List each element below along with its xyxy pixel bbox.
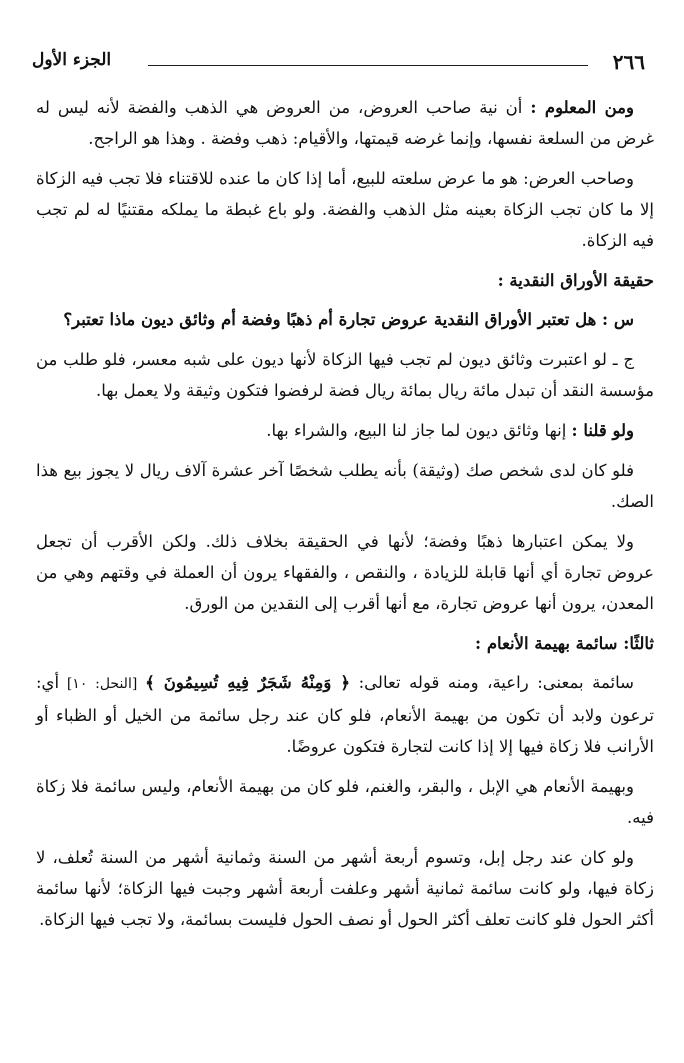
header-rule [148, 65, 588, 66]
part-title: الجزء الأول [32, 50, 112, 70]
paragraph-goods-owner [36, 163, 654, 256]
quran-verse: ﴿ وَمِنْهُ شَجَرٌ فِيهِ تُسِيمُونَ ﴾ [145, 673, 351, 692]
paragraph-text: أن نية صاحب العروض، من العروض هي الذهب والفضة لأنه ليس له غرض من السلعة نفسها، وإنما غرضه قيمتها، والأقيام: ذهب وفضة . وهذا هو الراجح. [36, 98, 654, 148]
paragraph-text: أي: ترعون ولابد أن تكون من بهيمة الأنعام، فلو كان عند رجل سائمة من الخيل أو الظباء أو الأرانب فلا زكاة فيها إلا إذا كانت لتجارة فتكون عروضًا. [36, 673, 654, 756]
paragraph-check: فلو كان لدى شخص صك (وثيقة) بأنه يطلب شخصًا آخر عشرة آلاف ريال لا يجوز بيع هذا الصك. [36, 461, 654, 511]
section-heading-paper-money: حقيقة الأوراق النقدية : [497, 271, 654, 290]
paragraph-text: إنها وثائق ديون لما جاز لنا البيع، والشراء بها. [266, 421, 572, 440]
lead-phrase: ومن المعلوم : [530, 98, 634, 117]
paragraph-text: سائمة بمعنى: راعية، ومنه قوله تعالى: [350, 673, 634, 692]
paragraph-if-said [36, 415, 654, 446]
paragraph-text: وصاحب العرض: هو ما عرض سلعته للبيع، أما إذا كان ما عنده للاقتناء فلا تجب فيه الزكاة إلا ما كان تجب الزكاة بعينه مثل الذهب والفضة. ولو باع غبطة ما يملكه مقتنيًا له لم تجب فيه الزكاة. [36, 169, 654, 250]
page-number: ٢٦٦ [612, 50, 645, 74]
paragraph-saima [36, 667, 654, 762]
verse-citation: [النحل: ١٠] [59, 676, 146, 692]
paragraph-final: ولو كان عند رجل إبل، وتسوم أربعة أشهر من السنة وثمانية أشهر من السنة تُعلف، لا زكاة فيها، ولو كانت سائمة ثمانية أشهر وعلفت أربعة أشهر وجبت فيها الزكاة؛ لأنها سائمة أكثر الحول فلو كانت تعلف أكثر الحول أو نصف الحول فليست بسائمة، ولا تجب فيها الزكاة. [36, 848, 654, 929]
page-header [30, 50, 650, 78]
page-body [36, 92, 654, 944]
lead-phrase: ولو قلنا : [571, 421, 634, 440]
paragraph-paper-money: ولا يمكن اعتبارها ذهبًا وفضة؛ لأنها في الحقيقة بخلاف ذلك. ولكن الأقرب أن تجعل عروض تجارة أي أنها قابلة للزيادة ، والنقص ، والفقهاء يرون أن العملة في وقتهم وهي من المعدن، يرون أنها عروض تجارة، مع أنها أقرب إلى النقدين من الورق. [36, 532, 654, 613]
paragraph-known [36, 92, 654, 154]
section-heading-livestock: ثالثًا: سائمة بهيمة الأنعام : [475, 634, 654, 653]
paragraph-livestock: وبهيمة الأنعام هي الإبل ، والبقر، والغنم، فلو كان من بهيمة الأنعام، وليس سائمة فلا زكاة فيه. [36, 777, 654, 827]
question-paragraph: س : هل تعتبر الأوراق النقدية عروض تجارة أم ذهبًا وفضة أم وثائق ديون ماذا تعتبر؟ [63, 310, 634, 329]
answer-paragraph: ج ـ لو اعتبرت وثائق ديون لم تجب فيها الزكاة لأنها ديون على شبه معسر، فلو طلب من مؤسسة النقد أن تبدل مائة ريال بمائة ريال فضة لرفضوا فتكون وثيقة ولا يعمل بها. [36, 350, 654, 400]
